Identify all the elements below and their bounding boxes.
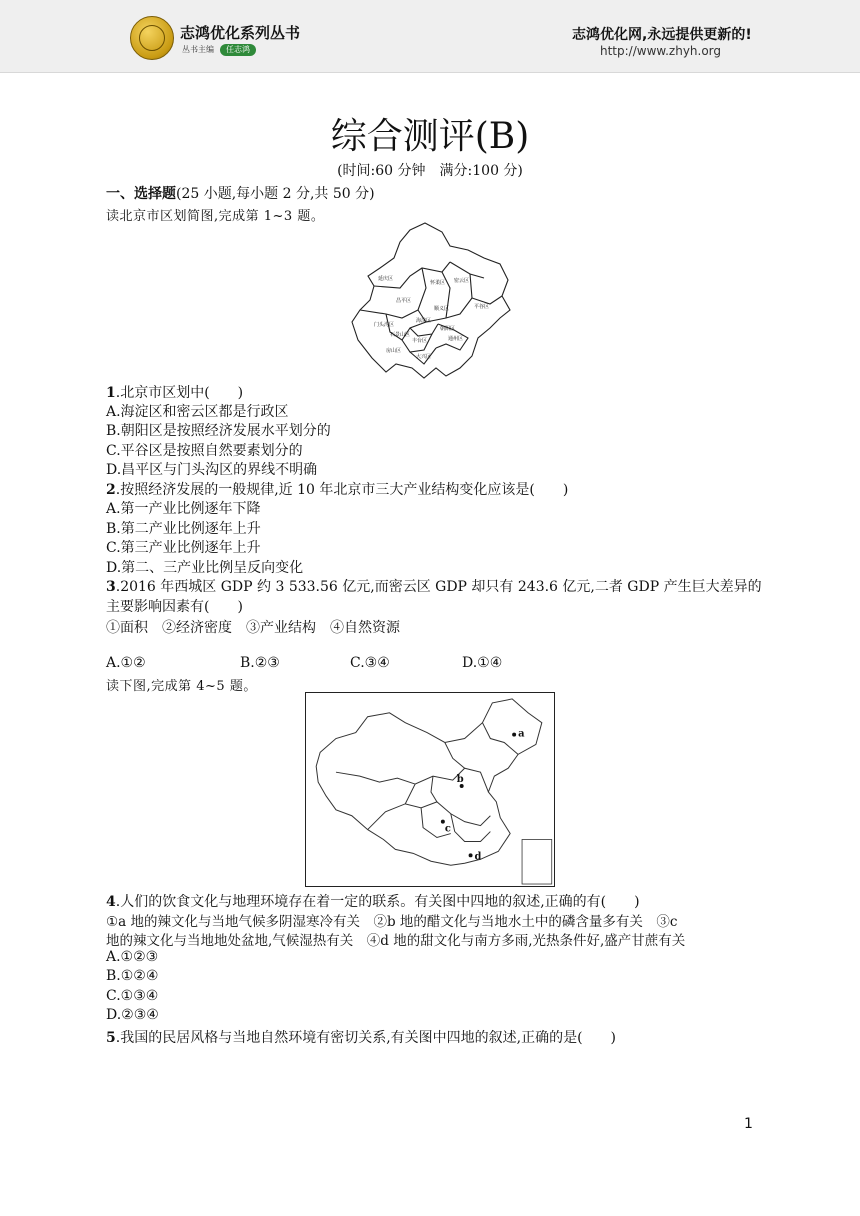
q2-option-c: C.第三产业比例逐年上升 <box>106 540 261 556</box>
q1-option-d: D.昌平区与门头沟区的界线不明确 <box>106 462 318 478</box>
map2-label-d: d <box>474 851 482 863</box>
q1-option-a: A.海淀区和密云区都是行政区 <box>106 404 289 420</box>
question-3: 3.2016 年西城区 GDP 约 3 533.56 亿元,而密云区 GDP 却只有 243.6 亿元,二者 GDP 产生巨大差异的 <box>106 579 762 595</box>
map1-label: 密云区 <box>454 278 470 284</box>
map1-label: 平谷区 <box>474 304 490 310</box>
map1-label: 门头沟区 <box>374 322 395 328</box>
header-slogan: 志鸿优化网,永远提供更新的! <box>572 27 752 43</box>
section-heading <box>106 183 375 203</box>
map1-label: 顺义区 <box>434 306 450 312</box>
q1-option-c: C.平谷区是按照自然要素划分的 <box>106 443 303 459</box>
page-subtitle: (时间:60 分钟 满分:100 分) <box>337 163 523 179</box>
header-url[interactable]: http://www.zhyh.org <box>600 44 722 58</box>
intro-text-1: 读北京市区划简图,完成第 1~3 题。 <box>106 209 325 224</box>
q4-option-d: D.②③④ <box>106 1007 159 1023</box>
q4-option-c: C.①③④ <box>106 988 159 1004</box>
map1-label: 海淀区 <box>416 318 432 324</box>
publisher-logo <box>130 16 174 60</box>
editor-label: 丛书主编 <box>182 45 214 54</box>
question-1: 1.北京市区划中( ) <box>106 385 244 401</box>
map1-label: 延庆区 <box>378 276 394 282</box>
page-number: 1 <box>744 1116 753 1132</box>
beijing-district-map <box>350 218 515 383</box>
map2-label-c: c <box>444 823 451 835</box>
map2-label-b: b <box>456 774 464 786</box>
q1-option-b: B.朝阳区是按照经济发展水平划分的 <box>106 423 331 439</box>
map1-label: 房山区 <box>386 348 402 354</box>
q3-option-b: B.②③ <box>240 655 280 671</box>
section-note: (25 小题,每小题 2 分,共 50 分) <box>176 186 375 202</box>
section-title: 一、选择题 <box>106 186 176 202</box>
map1-label: 通州区 <box>448 336 464 342</box>
china-map <box>305 692 555 887</box>
question-5: 5.我国的民居风格与当地自然环境有密切关系,有关图中四地的叙述,正确的是( ) <box>106 1030 617 1046</box>
map1-label: 丰台区 <box>412 338 428 344</box>
q4-line2: ①a 地的辣文化与当地气候多阴湿寒冷有关 ②b 地的醋文化与当地水土中的磷含量多有关 ③c <box>106 914 678 930</box>
q4-line3: 地的辣文化与当地地处盆地,气候湿热有关 ④d 地的甜文化与南方多雨,光热条件好,盛产甘蔗有关 <box>106 933 686 949</box>
question-3-line2: 主要影响因素有( ) <box>106 599 243 615</box>
editor-tag <box>180 44 256 56</box>
map1-label: 朝阳区 <box>440 326 456 332</box>
page-title: 综合测评(B) <box>330 116 530 157</box>
q3-items: ①面积 ②经济密度 ③产业结构 ④自然资源 <box>106 620 400 636</box>
q3-option-c: C.③④ <box>350 655 390 671</box>
question-4: 4.人们的饮食文化与地理环境存在着一定的联系。有关图中四地的叙述,正确的有( ) <box>106 894 640 910</box>
intro-text-2: 读下图,完成第 4~5 题。 <box>106 679 257 694</box>
q4-option-b: B.①②④ <box>106 968 159 984</box>
editor-name: 任志鸿 <box>220 44 256 56</box>
logo-emblem <box>139 25 165 51</box>
q2-option-b: B.第二产业比例逐年上升 <box>106 521 261 537</box>
q4-option-a: A.①②③ <box>106 949 159 965</box>
map1-label: 石景山区 <box>390 332 411 338</box>
map1-label: 昌平区 <box>396 298 412 304</box>
question-2: 2.按照经济发展的一般规律,近 10 年北京市三大产业结构变化应该是( ) <box>106 482 569 498</box>
q3-option-a: A.①② <box>106 655 146 671</box>
header-divider <box>0 72 860 73</box>
brand-name: 志鸿优化系列丛书 <box>180 24 301 42</box>
map1-label: 怀柔区 <box>430 280 446 286</box>
q2-option-a: A.第一产业比例逐年下降 <box>106 501 261 517</box>
q2-option-d: D.第二、三产业比例呈反向变化 <box>106 560 304 576</box>
q3-option-d: D.①④ <box>462 655 503 671</box>
map2-label-a: a <box>518 728 525 740</box>
map1-label: 大兴区 <box>416 354 432 360</box>
